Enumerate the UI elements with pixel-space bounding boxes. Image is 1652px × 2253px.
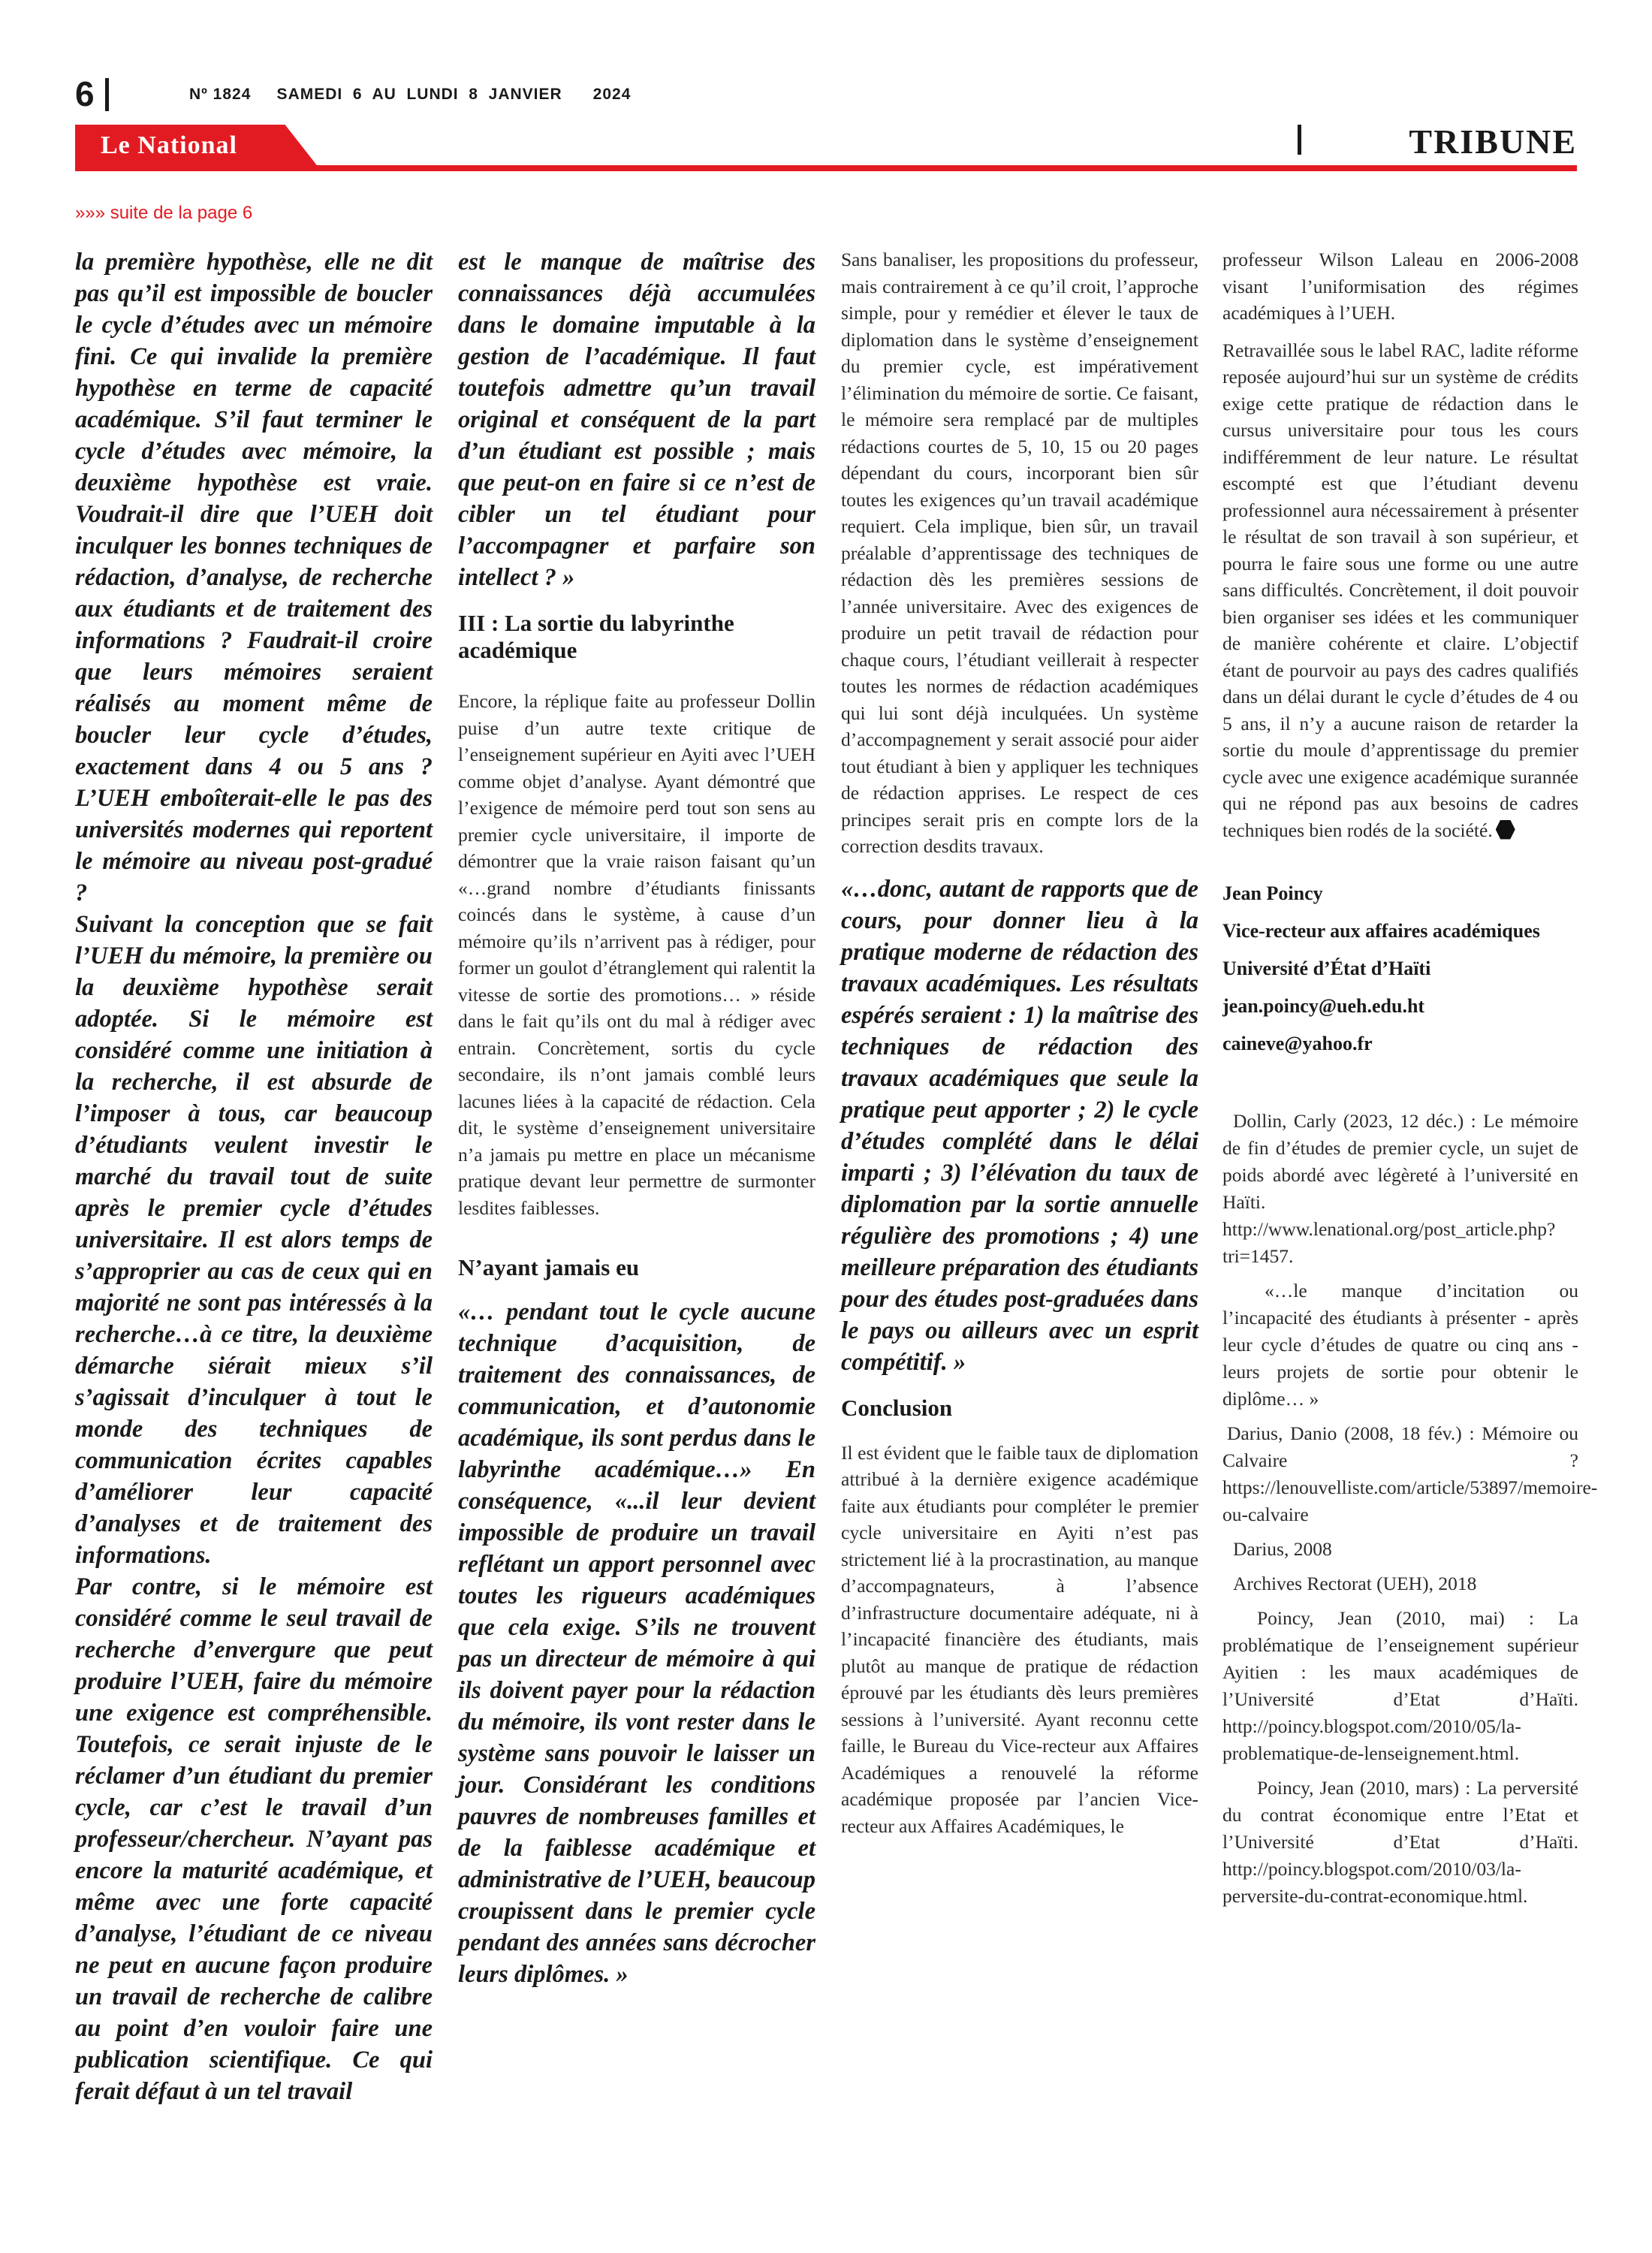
reference-item: Poincy, Jean (2010, mai) : La problématique de l’enseignement supérieur Ayitien : les maux académiques de l’Université d’Etat d’Haïti. http://poincy.blogspot.com/2010/05/la-problematique-de-lenseignement.html. <box>1222 1607 1578 1764</box>
body-paragraph: Encore, la réplique faite au professeur Dollin puise d’un autre texte critique de l’enseignement supérieur en Ayiti avec l’UEH comme objet d’analyse. Ayant démontré que l’exigence de mémoire perd tout son sens au premier cycle universitaire, il importe de démontrer que la vraie raison faisant qu’un «…grand nombre d’étudiants finissants coincés dans le système, à cause d’un mémoire qu’ils n’arrivent pas à rédiger, pour former un goulot d’étranglement qui ralentit la vitesse de sortie des promotions… » réside dans le fait qu’ils ont du mal à rédiger avec entrain. Concrètement, sortis du cycle secondaire, ils n’ont jamais comblé leurs lacunes liées à la capacité de rédaction. Cela dit, le système d’enseignement universitaire n’a jamais pu mettre en place un mécanisme pratique devant leur permettre de surmonter lesdites faiblesses. <box>458 690 815 1219</box>
article-lead-paragraph: Suivant la conception que se fait l’UEH du mémoire, la première ou la deuxième hypothèse serait adoptée. Si le mémoire est considéré comme une initiation à la recherche, il est absurde de l’imposer à tous, car beaucoup d’étudiants veulent investir le marché du travail tout de suite après le premier cycle d’études universitaire. Il est alors temps de s’approprier au cas de ceux qui en majorité ne sont pas intéressés à la recherche…à ce titre, la deuxième démarche siérait mieux s’il s’agissait d’inculquer à tout le monde des techniques de communication écrites capables d’améliorer leur capacité d’analyses et de traitement des informations. <box>75 911 433 1569</box>
reference-item: Dollin, Carly (2023, 12 déc.) : Le mémoire de fin d’études de premier cycle, un sujet de poids abordé avec légèreté à l’université en Haïti. http://www.lenational.org/post_article.php?tri=1457. <box>1222 1110 1578 1267</box>
quote-paragraph: «…donc, autant de rapports que de cours, pour donner lieu à la pratique moderne de rédaction des travaux académiques. Les résultats espérés seraient : 1) la maîtrise des techniques de rédaction des travaux académiques que seule la pratique peut apporter ; 2) le cycle d’études complété dans le délai imparti ; 3) l’élévation du taux de diplomation par la sortie annuelle régulière des promotions ; 4) une meilleure préparation des étudiants pour des études post-graduées dans le pays ou ailleurs avec un esprit compétitif. » <box>841 875 1198 1376</box>
article-lead-paragraph: la première hypothèse, elle ne dit pas qu’il est impossible de boucler le cycle d’études avec un mémoire fini. Ce qui invalide la première hypothèse en terme de capacité académique. S’il faut terminer le cycle d’études avec mémoire, la deuxième hypothèse est vraie. Voudrait-il dire que l’UEH doit inculquer les bonnes techniques de rédaction, d’analyse, de recherche aux étudiants et de traitement des informations ? Faudrait-il croire que leurs mémoires seraient réalisés au moment même de boucler leur cycle d’études, exactement dans 4 ou 5 ans ? L’UEH emboîterait-elle le pas des universités modernes qui reportent le mémoire au niveau post-gradué ? <box>75 249 433 906</box>
author-email: caineve@yahoo.fr <box>1222 1033 1373 1054</box>
reference-item: Darius, 2008 <box>1233 1538 1332 1560</box>
reference-item: Poincy, Jean (2010, mars) : La perversité du contrat économique entre l’Etat et l’Université d’Etat d’Haïti. http://poincy.blogspot.com/2010/03/la-perversite-du-contrat-economique.html. <box>1222 1777 1578 1907</box>
body-paragraph: Sans banaliser, les propositions du professeur, mais contrairement à ce qu’il croit, l’approche simple, pour y remédier et élever le taux de diplomation dans le système d’enseignement du premier cycle, est impérativement l’élimination du mémoire de sortie. Ce faisant, le mémoire sera remplacé par de multiples rédactions courtes de 5, 10, 15 ou 20 pages dépendant du cours, incorporant bien sûr toutes les exigences qu’un travail académique requiert. Cela implique, bien sûr, un travail préalable d’apprentissage des techniques de rédaction dès les premières sessions de l’année universitaire. Avec des exigences de produire un petit travail de rédaction pour chaque cours, l’étudiant veillerait à respecter toutes les normes de rédaction académiques qui lui sont déjà inculquées. Un système d’accompagnement y serait associé pour aider tout étudiant à bien y appliquer les techniques de rédaction apprises. Le respect de ces principes serait pris en compte lors de la correction desdits travaux. <box>841 249 1198 857</box>
section-heading: III : La sortie du labyrinthe académique <box>458 610 734 663</box>
author-name: Jean Poincy <box>1222 882 1323 904</box>
column-4 <box>1222 246 1598 1910</box>
article-lead-paragraph: Par contre, si le mémoire est considéré comme le seul travail de recherche d’envergure que peut produire l’UEH, faire du mémoire une exigence est compréhensible. Toutefois, ce serait injuste de le réclamer d’un étudiant du premier cycle, car c’est le travail d’un professeur/chercheur. N’ayant pas encore la maturité académique, et même avec une forte capacité d’analyse, l’étudiant de ce niveau ne peut en aucune façon produire un travail de recherche de calibre au point d’en vouloir faire une publication scientifique. Ce qui ferait défaut à un tel travail <box>75 1573 433 2105</box>
section-divider <box>1298 125 1301 155</box>
section-title: TRIBUNE <box>1409 122 1577 161</box>
body-paragraph: Il est évident que le faible taux de diplomation attribué à la dernière exigence académique faite aux étudiants pour compléter le premier cycle universitaire en Ayiti n’est pas strictement lié à la procrastination, au manque d’accompagnateurs, à l’absence d’infrastructure documentaire adéquate, ni à l’incapacité financière des étudiants, mais plutôt au manque de pratique de rédaction éprouvé par les étudiants dès leurs premières sessions à l’université. Ayant reconnu cette faille, le Bureau du Vice-recteur aux Affaires Académiques a renouvelé la réforme académique proposée par l’ancien Vice-recteur aux Affaires Académiques, le <box>841 1441 1198 1837</box>
newspaper-name: Le National <box>101 131 237 159</box>
masthead <box>75 75 1577 120</box>
reference-item: Darius, Danio (2008, 18 fév.) : Mémoire ou Calvaire ? https://lenouvelliste.com/article/53897/memoire-ou-calvaire <box>1222 1422 1598 1525</box>
section-heading: N’ayant jamais eu <box>458 1254 640 1280</box>
author-role: Vice-recteur aux affaires académiques <box>1222 920 1540 942</box>
body-paragraph: professeur Wilson Laleau en 2006-2008 visant l’uniformisation des régimes académiques à l’UEH. <box>1222 249 1578 324</box>
column-2 <box>458 246 815 1990</box>
section-heading: Conclusion <box>841 1394 953 1421</box>
signature-block <box>1222 875 1578 1063</box>
brand-band <box>75 122 1577 171</box>
article-lead-paragraph: est le manque de maîtrise des connaissances déjà accumulées dans le domaine imputable à la gestion de l’académique. Il faut toutefois admettre qu’un travail original et conséquent de la part d’un étudiant est possible ; mais que peut-on en faire si ce n’est de cibler un tel étudiant pour l’accompagner et parfaire son intellect ? » <box>458 249 815 591</box>
author-institution: Université d’État d’Haïti <box>1222 958 1431 979</box>
reference-item: «…le manque d’incitation ou l’incapacité des étudiants à présenter - après leur cycle d’études de quatre ou cinq ans - leurs projets de sortie pour obtenir le diplôme… » <box>1222 1280 1578 1410</box>
page-number: 6 <box>75 74 95 113</box>
page-number-divider <box>105 78 109 111</box>
author-email: jean.poincy@ueh.edu.ht <box>1222 995 1425 1017</box>
body-paragraph: Retravaillée sous le label RAC, ladite réforme reposée aujourd’hui sur un système de crédits exige cette pratique de rédaction dans le cursus universitaire pour tous les cours indifféremment de leur nature. Le résultat escompté est que l’étudiant devenu professionnel aura nécessairement à présenter le résultat de son travail à son supérieur, et pourra le faire sous une forme ou une autre sans difficultés. Concrètement, il doit pouvoir bien organiser ses idées et les communiquer de manière cohérente et claire. L’objectif étant de pourvoir au pays des cadres qualifiés dans un délai durant le cycle d’études de 4 ou 5 ans, il n’y a aucune raison de retarder la sortie du moule d’apprentissage du premier cycle avec une exigence académique surannée qui ne répond pas aux besoins de cadres techniques bien rodés de la société. <box>1222 339 1578 841</box>
end-of-article-icon <box>1496 820 1515 840</box>
references-list <box>1222 1108 1598 1910</box>
issue-date-line: Nº 1824 SAMEDI 6 AU LUNDI 8 JANVIER 2024 <box>189 86 632 103</box>
column-1 <box>75 246 433 2107</box>
continued-from-label: »»» suite de la page 6 <box>75 203 253 223</box>
column-3 <box>841 246 1198 1839</box>
red-rule <box>75 165 1577 171</box>
quote-paragraph: «… pendant tout le cycle aucune technique d’acquisition, de traitement des connaissances, de communication, et d’autonomie académique, ils sont perdus dans le labyrinthe académique…» En conséquence, «...il leur devient impossible de produire un travail reflétant un apport personnel avec toutes les rigueurs académiques que cela exige. S’ils ne trouvent pas un directeur de mémoire à qui ils doivent payer pour la rédaction du mémoire, ils vont rester dans le système sans pouvoir le laisser un jour. Considérant les conditions pauvres de nombreuses familles et de la faiblesse académique et administrative de l’UEH, beaucoup croupissent dans le premier cycle pendant des années sans décrocher leurs diplômes. » <box>458 1298 815 1988</box>
reference-item: Archives Rectorat (UEH), 2018 <box>1233 1573 1477 1594</box>
